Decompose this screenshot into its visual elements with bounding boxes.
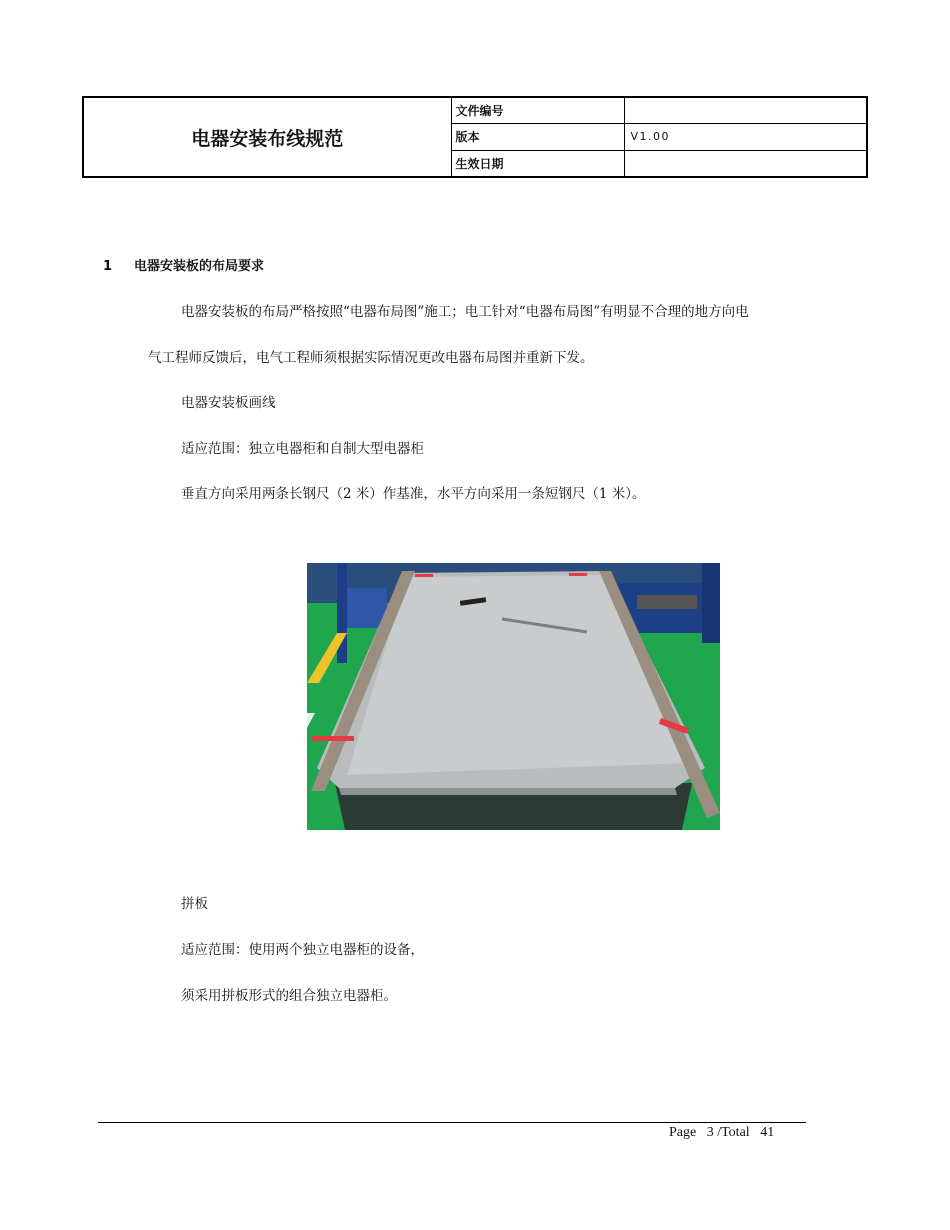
- footer-divider: [98, 1122, 806, 1123]
- total-label: /Total: [717, 1125, 750, 1140]
- document-header-table: [82, 96, 868, 178]
- paragraph-marking-title: 电器安装板画线: [181, 395, 276, 411]
- document-title: 电器安装布线规范: [83, 97, 451, 177]
- paragraph-layout-line1: 电器安装板的布局严格按照“电器布局图”施工；电工针对“电器布局图”有明显不合理的地方向电: [181, 304, 749, 320]
- total-pages: 41: [760, 1125, 775, 1140]
- effective-date-label: 生效日期: [451, 150, 624, 177]
- paragraph-ruler-method: 垂直方向采用两条长钢尺（2 米）作基准，水平方向采用一条短钢尺（1 米）。: [181, 486, 646, 502]
- paragraph-splicing-method: 须采用拼板形式的组合独立电器柜。: [181, 988, 397, 1004]
- page-footer: [669, 1125, 774, 1141]
- section-title: 电器安装板的布局要求: [134, 259, 265, 274]
- paragraph-layout-line2: 气工程师反馈后，电气工程师须根据实际情况更改电器布局图并重新下发。: [148, 350, 594, 366]
- page-number: 3: [706, 1125, 714, 1140]
- effective-date-value: [624, 150, 867, 177]
- paragraph-splicing-title: 拼板: [181, 896, 208, 912]
- doc-number-label: 文件编号: [451, 97, 624, 124]
- version-value: V1.00: [624, 124, 867, 151]
- section-heading: [103, 255, 264, 274]
- paragraph-scope-2: 适应范围：使用两个独立电器柜的设备，: [181, 942, 424, 958]
- version-label: 版本: [451, 124, 624, 151]
- section-number: 1: [103, 259, 113, 274]
- doc-number-value: [624, 97, 867, 124]
- page-label: Page: [669, 1125, 697, 1140]
- paragraph-scope-1: 适应范围：独立电器柜和自制大型电器柜: [181, 441, 424, 457]
- mounting-plate-photo: [307, 563, 720, 830]
